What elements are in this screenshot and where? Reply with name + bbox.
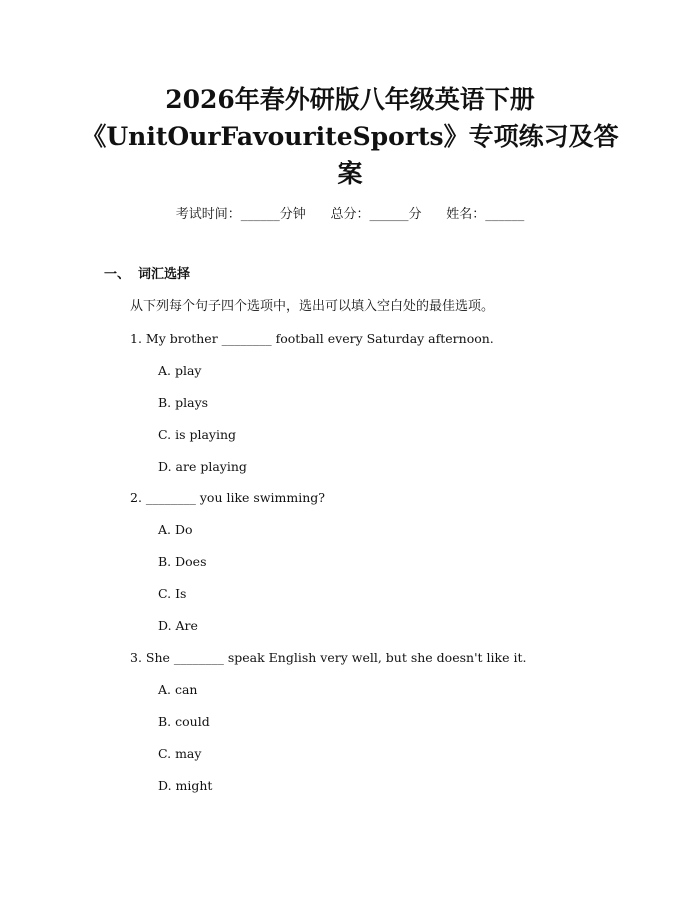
section-heading <box>104 266 190 284</box>
question-3-option-a: A. can <box>158 682 198 697</box>
exam-info-line: 考试时间：______分钟 总分：______分 姓名：______ <box>175 207 525 222</box>
section-number: 一、 <box>104 267 131 282</box>
question-3: 3. She ________ speak English very well, but she doesn't like it. <box>130 650 527 665</box>
question-1-option-b: B. plays <box>158 395 209 410</box>
question-2-option-a: A. Do <box>158 522 193 537</box>
question-1: 1. My brother ________ football every Saturday afternoon. <box>130 331 494 346</box>
document-title-line-1: 2026年春外研版八年级英语下册 <box>165 85 535 114</box>
section-title: 词汇选择 <box>138 267 191 282</box>
question-1-option-c: C. is playing <box>158 427 237 442</box>
question-3-option-d: D. might <box>158 778 213 793</box>
question-3-option-b: B. could <box>158 714 210 729</box>
question-1-option-a: A. play <box>158 363 202 378</box>
question-2: 2. ________ you like swimming? <box>130 490 325 505</box>
section-instruction: 从下列每个句子四个选项中，选出可以填入空白处的最佳选项。 <box>130 299 495 314</box>
question-2-option-d: D. Are <box>158 618 198 633</box>
document-title-line-3: 案 <box>337 159 363 188</box>
document-title-line-2: 《UnitOurFavouriteSports》专项练习及答 <box>81 122 619 151</box>
question-2-option-b: B. Does <box>158 554 207 569</box>
question-1-option-d: D. are playing <box>158 459 247 474</box>
question-2-option-c: C. Is <box>158 586 187 601</box>
question-3-option-c: C. may <box>158 746 202 761</box>
